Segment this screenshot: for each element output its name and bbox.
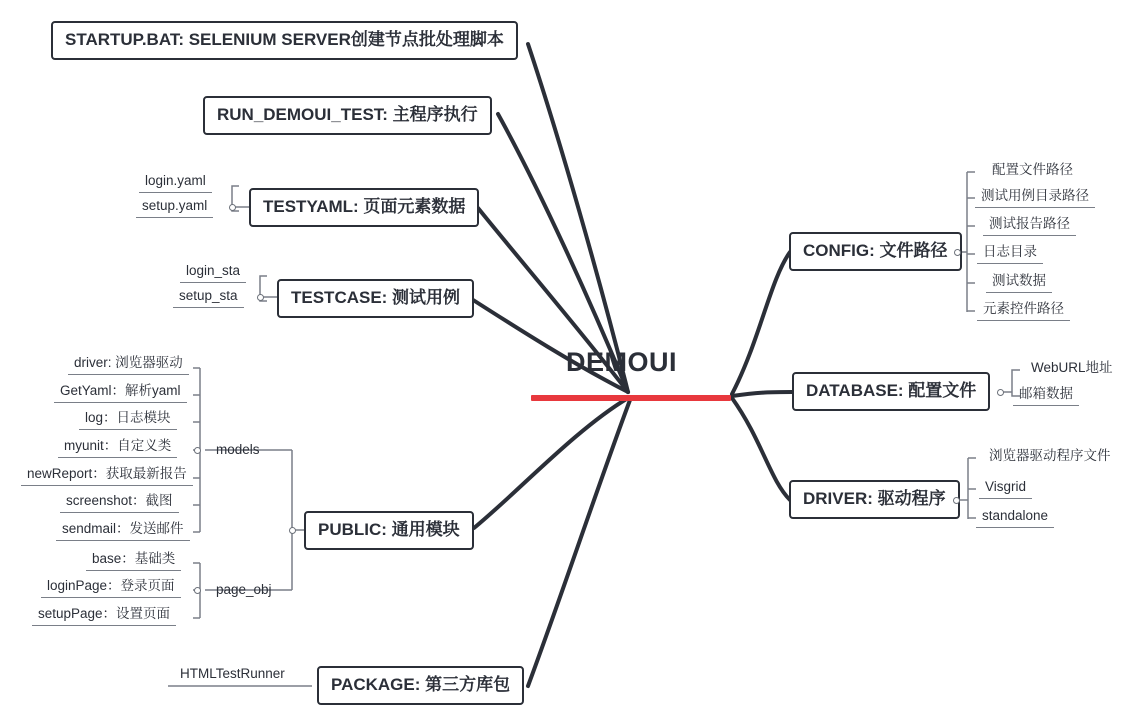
topic-testcase[interactable]: TESTCASE: 测试用例 [277, 279, 474, 318]
sub-package-htmltestrunner[interactable]: HTMLTestRunner [180, 666, 285, 681]
sub-driver-browser-driver-file[interactable]: 浏览器驱动程序文件 [989, 448, 1111, 463]
sub-models-sendmail[interactable]: sendmail：发送邮件 [56, 519, 190, 541]
sub-config-config-path[interactable]: 配置文件路径 [992, 162, 1073, 177]
connector-dot-page-obj [194, 587, 201, 594]
topic-driver[interactable]: DRIVER: 驱动程序 [789, 480, 960, 519]
link-package [528, 400, 630, 686]
sub-models-myunit[interactable]: myunit：自定义类 [58, 436, 177, 458]
sub-models-newreport[interactable]: newReport：获取最新报告 [21, 464, 193, 486]
connector-dot-driver [953, 497, 960, 504]
link-driver [732, 398, 790, 500]
sub-config-testcase-dir[interactable]: 测试用例目录路径 [975, 186, 1095, 208]
sub-pageobj-setuppage[interactable]: setupPage：设置页面 [32, 604, 176, 626]
topic-database[interactable]: DATABASE: 配置文件 [792, 372, 990, 411]
connector-dot-database [997, 389, 1004, 396]
connector-dot-config [954, 249, 961, 256]
link-public [474, 398, 628, 528]
root-underline [531, 395, 731, 401]
sub-testyaml-login-yaml[interactable]: login.yaml [139, 171, 212, 193]
link-startup [528, 44, 628, 392]
topic-public[interactable]: PUBLIC: 通用模块 [304, 511, 474, 550]
sub-driver-standalone[interactable]: standalone [976, 506, 1054, 528]
connector-dot-public [289, 527, 296, 534]
sub-testyaml-setup-yaml[interactable]: setup.yaml [136, 196, 213, 218]
sub-models-driver[interactable]: driver: 浏览器驱动 [68, 353, 189, 375]
sub-config-element-path[interactable]: 元素控件路径 [977, 299, 1070, 321]
topic-testyaml[interactable]: TESTYAML: 页面元素数据 [249, 188, 479, 227]
sub-testcase-login-sta[interactable]: login_sta [180, 261, 246, 283]
topic-run-demoui-test[interactable]: RUN_DEMOUI_TEST: 主程序执行 [203, 96, 492, 135]
link-database [732, 392, 792, 396]
topic-startup[interactable]: STARTUP.BAT: SELENIUM SERVER创建节点批处理脚本 [51, 21, 518, 60]
sub-config-report-path[interactable]: 测试报告路径 [983, 214, 1076, 236]
group-label-models: models [216, 442, 260, 457]
sub-config-log-dir[interactable]: 日志目录 [977, 242, 1043, 264]
group-label-page-obj: page_obj [216, 582, 272, 597]
connector-dot-models [194, 447, 201, 454]
sub-testcase-setup-sta[interactable]: setup_sta [173, 286, 244, 308]
link-config [732, 252, 790, 394]
sub-models-getyaml[interactable]: GetYaml：解析yaml [54, 381, 187, 403]
sub-config-test-data[interactable]: 测试数据 [986, 271, 1052, 293]
sub-models-screenshot[interactable]: screenshot：截图 [60, 491, 179, 513]
sub-driver-visgrid[interactable]: Visgrid [979, 477, 1032, 499]
connector-dot-testyaml [229, 204, 236, 211]
sub-pageobj-loginpage[interactable]: loginPage：登录页面 [41, 576, 181, 598]
root-node-label: DEMOUI [566, 347, 677, 377]
sub-database-mail-data[interactable]: 邮箱数据 [1013, 384, 1079, 406]
sub-pageobj-base[interactable]: base：基础类 [86, 549, 181, 571]
sub-models-log[interactable]: log：日志模块 [79, 408, 177, 430]
sub-database-weburl[interactable]: WebURL地址 [1031, 360, 1113, 375]
connector-dot-testcase [257, 294, 264, 301]
topic-config[interactable]: CONFIG: 文件路径 [789, 232, 962, 271]
topic-package[interactable]: PACKAGE: 第三方库包 [317, 666, 524, 705]
